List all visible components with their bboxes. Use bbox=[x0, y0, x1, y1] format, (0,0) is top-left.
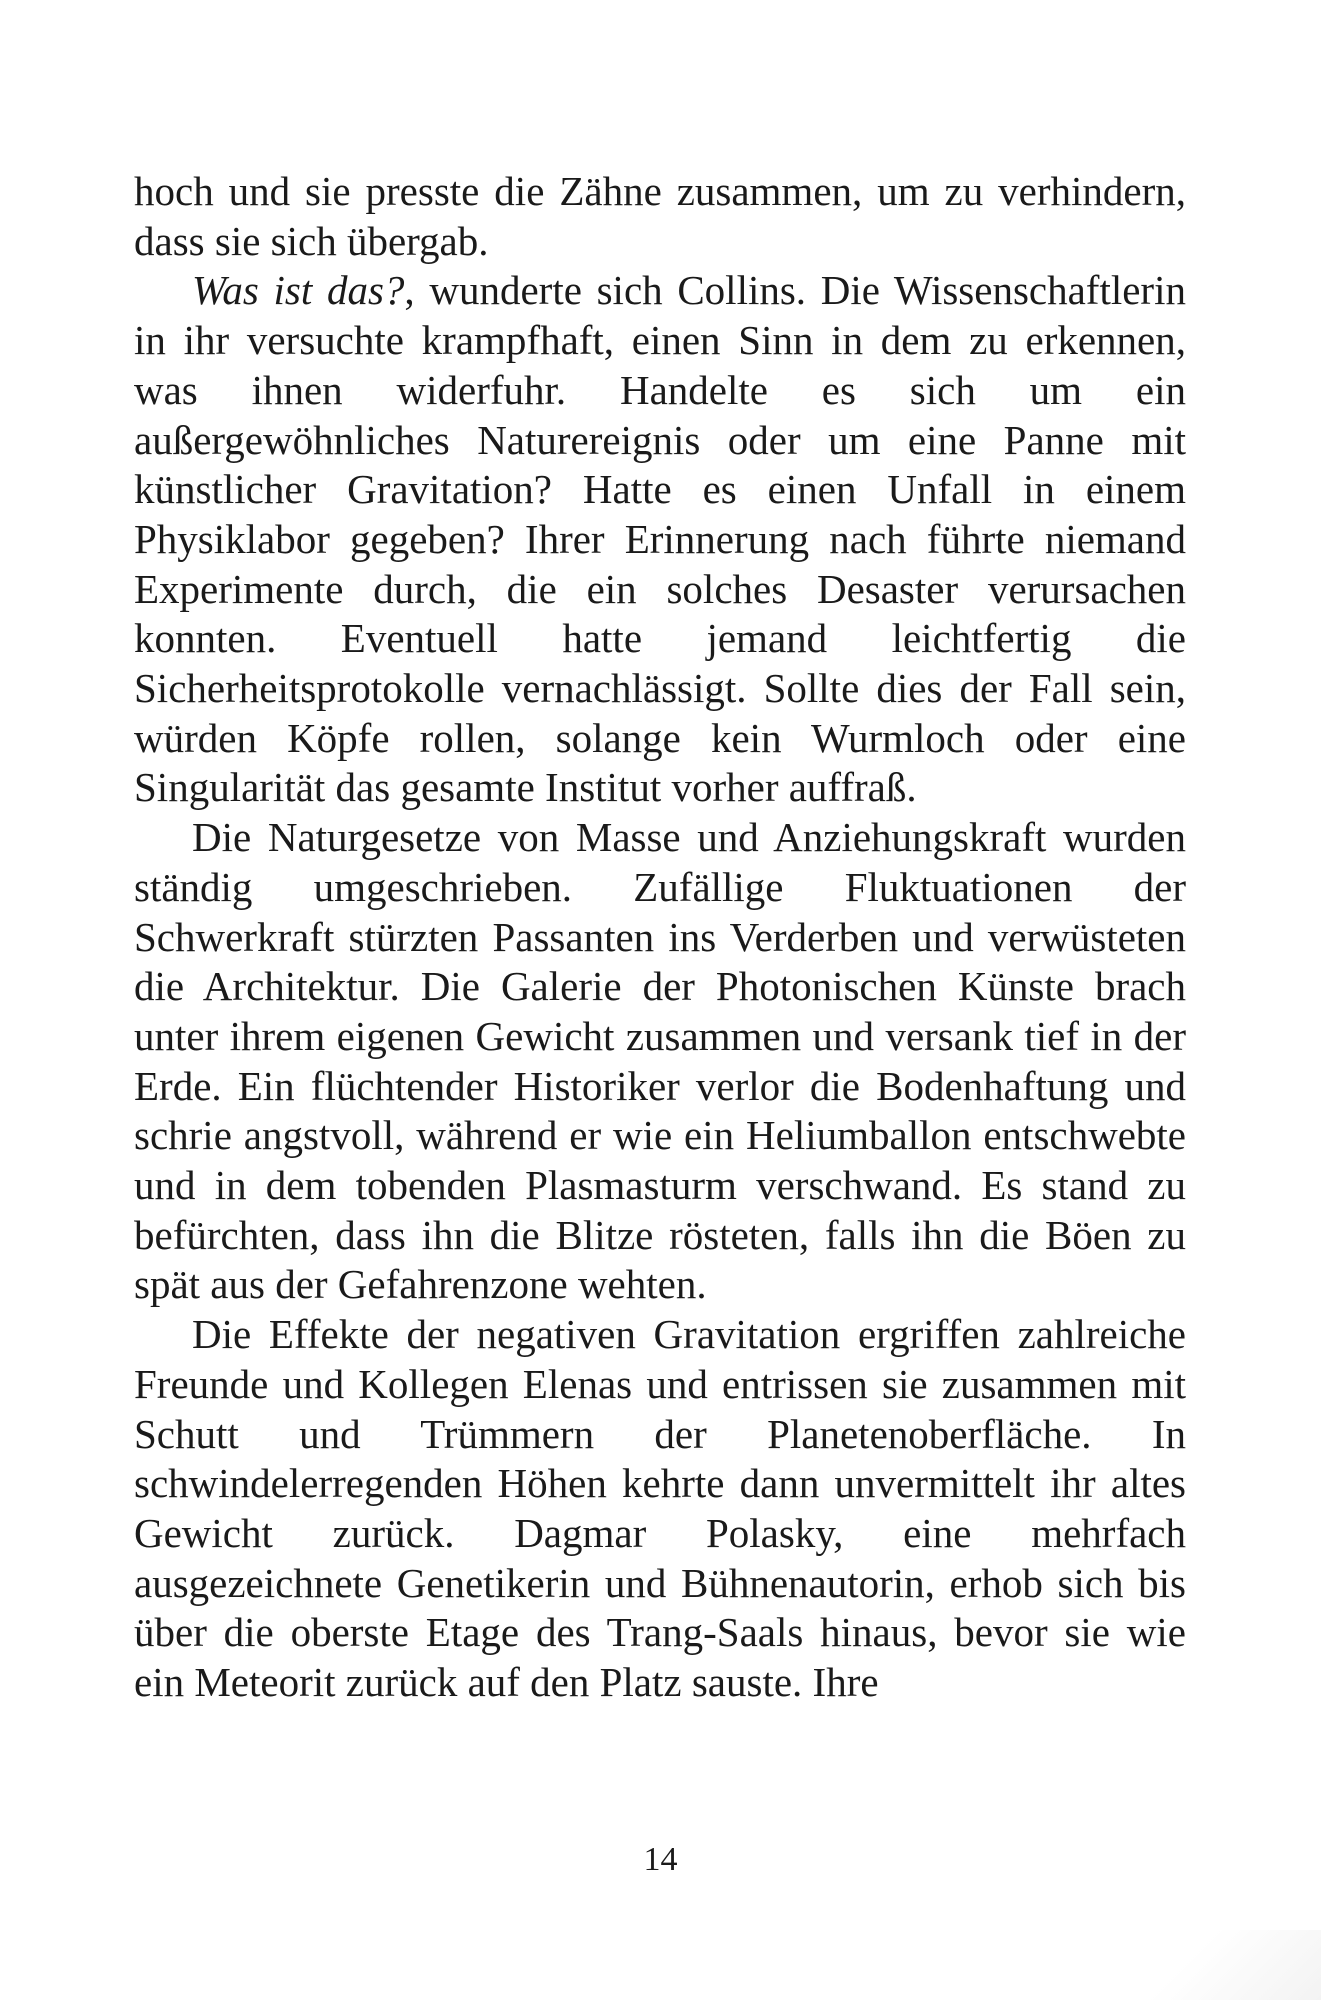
paragraph-2 bbox=[134, 266, 1186, 813]
page-corner-shadow bbox=[1101, 1930, 1321, 2000]
paragraph-4 bbox=[134, 1310, 1186, 1708]
paragraph-4-text: Die Effekte der negativen Gravitation ergriffen zahlreiche Freunde und Kollegen Elenas und entrissen sie zusammen mit Schutt und Trümmern der Planetenoberfläche. In schwindelerregenden Höhen kehrte dann unvermittelt ihr altes Gewicht zurück. Dagmar Polasky, eine mehrfach ausgezeichnete Genetikerin und Bühnenautorin, erhob sich bis über die oberste Etage des Trang-Saals hinaus, bevor sie wie ein Meteorit zurück auf den Platz sauste. Ihre bbox=[134, 1311, 1186, 1706]
paragraph-3 bbox=[134, 813, 1186, 1310]
paragraph-1 bbox=[134, 167, 1186, 266]
page-number: 14 bbox=[643, 1841, 678, 1878]
paragraph-3-text: Die Naturgesetze von Masse und Anziehungskraft wurden ständig umgeschrieben. Zufällige Fluktuationen der Schwerkraft stürzten Passanten ins Verderben und verwüsteten die Architektur. Die Galerie der Photonischen Künste brach unter ihrem eigenen Gewicht zusammen und versank tief in der Erde. Ein flüchtender Historiker verlor die Bodenhaftung und schrie angstvoll, während er wie ein Heliumballon entschwebte und in dem tobenden Plasmasturm verschwand. Es stand zu befürchten, dass ihn die Blitze rösteten, falls ihn die Böen zu spät aus der Gefahrenzone wehten. bbox=[134, 814, 1186, 1308]
paragraph-2-italic-phrase: Was ist das? bbox=[192, 267, 405, 314]
body-text bbox=[134, 167, 1186, 1708]
paragraph-2-text: , wunderte sich Collins. Die Wissenschaftlerin in ihr versuchte krampfhaft, einen Sinn in dem zu erkennen, was ihnen widerfuhr. Handelte es sich um ein außergewöhnliches Naturereignis oder um eine Panne mit künstlicher Gravitation? Hatte es einen Unfall in einem Physiklabor gegeben? Ihrer Erinnerung nach führte niemand Experimente durch, die ein solches Desaster verursachen konnten. Eventuell hatte jemand leichtfertig die Sicherheitsprotokolle vernachlässigt. Sollte dies der Fall sein, würden Köpfe rollen, solange kein Wurmloch oder eine Singularität das gesamte Institut vorher auffraß. bbox=[134, 267, 1186, 811]
paragraph-1-text: hoch und sie presste die Zähne zusammen, um zu verhindern, dass sie sich übergab. bbox=[134, 168, 1186, 264]
